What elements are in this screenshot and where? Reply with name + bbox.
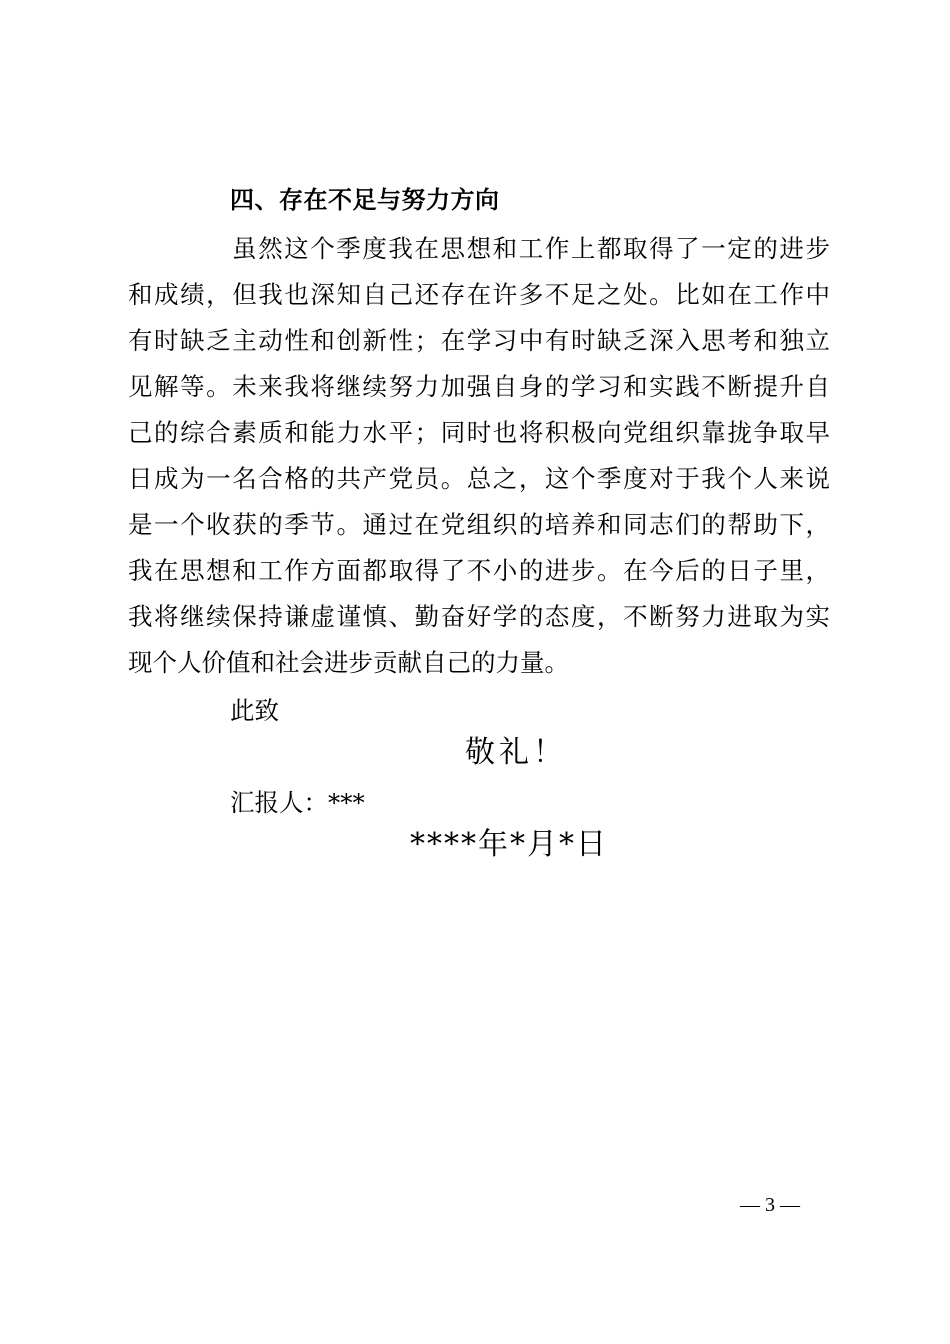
reporter-line: 汇报人：*** [230, 788, 365, 817]
paragraph-line: 有时缺乏主动性和创新性；在学习中有时缺乏深入思考和独立 [128, 326, 830, 355]
page-number: — 3 — [740, 1194, 800, 1216]
paragraph-line: 现个人价值和社会进步贡献自己的力量。 [128, 648, 569, 677]
paragraph-line: 日成为一名合格的共产党员。总之，这个季度对于我个人来说 [128, 464, 830, 493]
body-paragraph [128, 226, 830, 686]
report-date: ****年*月*日 [410, 827, 608, 862]
closing-phrase: 此致 [230, 696, 279, 725]
paragraph-line: 我将继续保持谦虚谨慎、勤奋好学的态度，不断努力进取为实 [128, 602, 830, 631]
paragraph-line: 和成绩，但我也深知自己还存在许多不足之处。比如在工作中 [128, 280, 830, 309]
paragraph-line: 虽然这个季度我在思想和工作上都取得了一定的进步 [232, 234, 830, 263]
paragraph-line: 己的综合素质和能力水平；同时也将积极向党组织靠拢争取早 [128, 418, 830, 447]
salutation: 敬礼！ [465, 735, 567, 770]
paragraph-line: 我在思想和工作方面都取得了不小的进步。在今后的日子里， [128, 556, 830, 585]
paragraph-line: 见解等。未来我将继续努力加强自身的学习和实践不断提升自 [128, 372, 830, 401]
section-heading: 四、存在不足与努力方向 [230, 186, 500, 214]
paragraph-line: 是一个收获的季节。通过在党组织的培养和同志们的帮助下， [128, 510, 830, 539]
